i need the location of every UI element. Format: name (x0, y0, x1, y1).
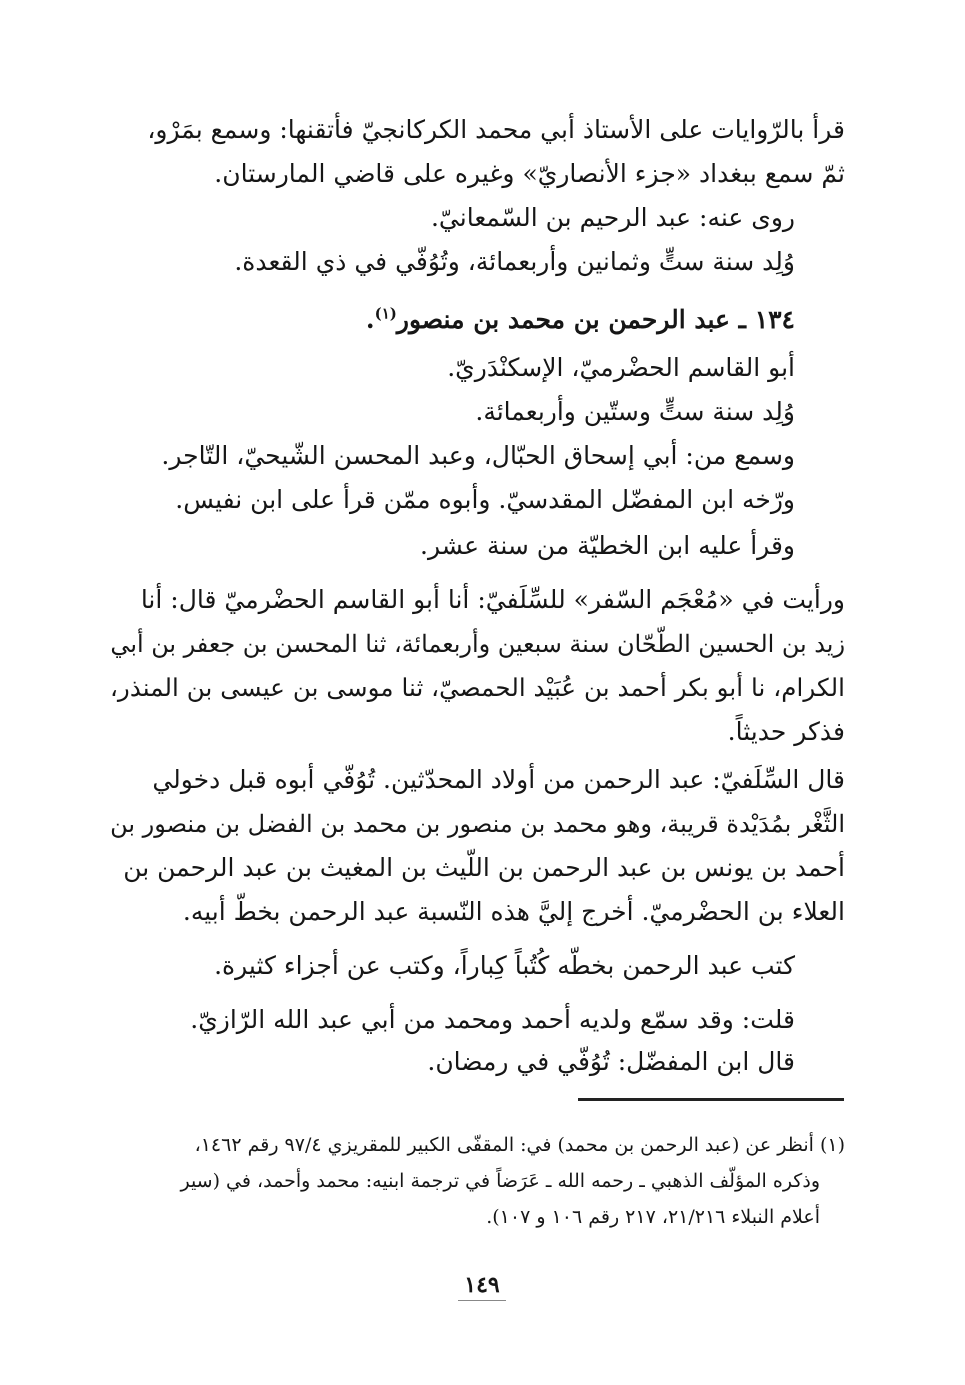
footnote-line: أعلام النبلاء ٢١/٢١٦، ٢١٧ رقم ١٠٦ و ١٠٧). (486, 1206, 820, 1228)
text-line: ورّخه ابن المفضّل المقدسيّ. وأبوه ممّن قرأ على ابن نفيس. (175, 485, 795, 514)
text-line: أبو القاسم الحضْرميّ، الإسكنْدَريّ. (447, 353, 795, 382)
footnote-marker: (١) (374, 304, 397, 323)
text-line: ثمّ سمع ببغداد «جزء الأنصاريّ» وغيره على قاضي المارستان. (214, 159, 845, 188)
text-line: وُلِد سنة ستٍّ وثمانين وأربعمائة، وتُوُفّي في ذي القعدة. (234, 247, 795, 276)
text-line: زيد بن الحسين الطّحّان سنة سبعين وأربعمائة، ثنا المحسن بن جعفر بن أبي (110, 630, 845, 658)
text-line: فذكر حديثاً. (727, 717, 845, 746)
page-number-underline (458, 1300, 506, 1301)
text-line: كتب عبد الرحمن بخطّه كُتُباً كِباراً، وكتب عن أجزاء كثيرة. (214, 951, 795, 980)
text-line: قلت: وقد سمّع ولديه أحمد ومحمد من أبي عبد الله الرّازيّ. (190, 1005, 795, 1034)
footnote-line: وذكره المؤلّف الذهبي ـ رحمه الله ـ عَرَضاً في ترجمة ابنيه: محمد وأحمد، في (سير (180, 1170, 820, 1192)
text-line: قال ابن المفضّل: تُوُفّي في رمضان. (427, 1047, 795, 1076)
footnote-separator (578, 1098, 844, 1101)
text-line: وسمع من: أبي إسحاق الحبّال، وعبد المحسن الشّيحيّ، التّاجر. (161, 441, 795, 470)
text-line: قال السِّلَفيّ: عبد الرحمن من أولاد المحدّثين. تُوُفّي أبوه قبل دخولي (152, 765, 845, 794)
page-number: ١٤٩ (464, 1272, 500, 1298)
entry-heading (366, 302, 795, 338)
text-line: قرأ بالرّوايات على الأستاذ أبي محمد الكركانجيّ فأتقنها: وسمع بمَرْو، (147, 115, 845, 144)
text-line: الثَّغْر بمُدَيْدة قريبة، وهو محمد بن منصور بن محمد بن الفضل بن منصور بن (110, 810, 845, 838)
entry-heading-title: ١٣٤ ـ عبد الرحمن بن محمد بن منصور (396, 305, 795, 334)
text-line: أحمد بن يونس بن عبد الرحمن بن اللّيث بن المغيث بن عبد الرحمن بن (123, 853, 845, 882)
text-line: ورأيت في «مُعْجَم السّفر» للسِّلَفيّ: أنا أبو القاسم الحضْرميّ قال: أنا (140, 585, 845, 614)
text-line: وقرأ عليه ابن الخطيّة من سنة عشر. (420, 531, 795, 560)
footnote-line: (١) أنظر عن (عبد الرحمن بن محمد) في: المقفّى الكبير للمقريزي ٩٧/٤ رقم ١٤٦٢، (194, 1134, 845, 1156)
text-line: الكرام، نا أبو بكر أحمد بن عُبَيْد الحمصيّ، ثنا موسى بن عيسى بن المنذر، (109, 673, 845, 702)
text-line: وُلِد سنة ستٍّ وستّين وأربعمائة. (475, 397, 795, 426)
text-line: العلاء بن الحضْرميّ. أخرج إليَّ هذه النّسبة عبد الرحمن بخطّ أبيه. (182, 897, 845, 926)
text-line: روى عنه: عبد الرحيم بن السّمعانيّ. (430, 203, 795, 232)
entry-heading-end: . (365, 305, 375, 334)
